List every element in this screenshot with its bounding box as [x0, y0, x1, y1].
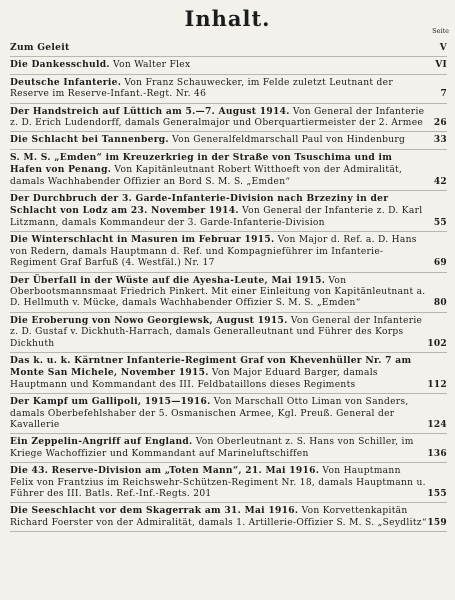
entry-page-number: 26 — [433, 118, 447, 129]
toc-entry[interactable] — [10, 150, 447, 191]
entry-page-number: 136 — [427, 448, 447, 459]
toc-entry[interactable] — [10, 232, 447, 272]
toc-entry[interactable] — [10, 353, 447, 394]
toc-entry[interactable] — [10, 75, 447, 104]
entry-title: Ein Zeppelin-Angriff auf England. — [10, 436, 193, 448]
entry-author: Von Kapitänleutnant Robert Witthoeft von der Admiralität, damals Wachhabender Offizier an Bord S. M. S. „Emden“ — [10, 165, 403, 187]
entry-page-number: VI — [435, 60, 447, 71]
entry-author: Von General der Infanterie z. D. Gustaf v. Dickhuth-Harrach, damals Generalleutnant und Führer des Korps Dickhuth — [10, 315, 423, 349]
entry-page-number: 69 — [433, 258, 447, 269]
toc-entry[interactable] — [10, 40, 447, 57]
page-column-label: Seite — [432, 27, 449, 35]
entry-title: Zum Geleit — [10, 42, 70, 53]
entry-author: Von General der Infanterie z. D. Erich Ludendorff, damals Generalmajor und Oberquartiermeister der 2. Armee — [10, 106, 425, 129]
entry-page-number: 124 — [427, 419, 447, 430]
toc-entry[interactable] — [10, 132, 447, 149]
entry-page-number: 155 — [427, 489, 447, 499]
entry-author: Von Major Eduard Barger, damals Hauptmann und Kommandant des III. Feldbataillons dieses Regiments — [10, 368, 378, 390]
entry-author: Von Oberleutnant z. S. Hans von Schiller, im Kriege Wachoffizier und Kommandant auf Marineluftschiffen — [10, 437, 414, 459]
entry-title: Die Winterschlacht in Masuren im Februar 1915. — [10, 234, 275, 246]
toc-entry[interactable] — [10, 434, 447, 463]
entry-author: Von Generalfeldmarschall Paul von Hindenburg — [168, 135, 406, 146]
entry-title: Das k. u. k. Kärntner Infanterie-Regiment Graf von Khevenhüller Nr. 7 am Monte San Michele, November 1915. — [10, 354, 412, 379]
entry-title: Der Handstreich auf Lüttich am 5.—7. August 1914. — [10, 105, 290, 117]
toc-entry[interactable] — [10, 273, 447, 313]
entry-page-number: V — [439, 43, 447, 53]
entry-title: S. M. S. „Emden“ im Kreuzerkrieg in der Straße von Tsuschima und im Hafen von Penang. — [10, 151, 393, 176]
entry-page-number: 42 — [433, 176, 447, 187]
toc-entry[interactable] — [10, 463, 447, 503]
entry-title: Der Durchbruch der 3. Garde-Infanterie-Division nach Brzeziny in der Schlacht von Lodz am 23. November 1914. — [10, 193, 389, 217]
toc-entry[interactable] — [10, 104, 447, 133]
entry-page-number: 80 — [433, 298, 447, 309]
entry-title: Die Seeschlacht vor dem Skagerrak am 31. Mai 1916. — [10, 505, 299, 517]
entry-title: Der Überfall in der Wüste auf die Ayesha-Leute, Mai 1915. — [10, 274, 326, 286]
entry-author: Von Major d. Ref. a. D. Hans von Redern, damals Hauptmann d. Ref. und Kompagnieführer im Infanterie-Regiment Graf Barfuß (4. Westfäl.) Nr. 17 — [10, 235, 417, 269]
entry-page-number: 102 — [427, 338, 447, 349]
entry-author: Von Korvettenkapitän Richard Foerster von der Admiralität, damals 1. Artillerie-Offizier S. M. S. „Seydlitz“ — [10, 506, 427, 528]
toc-entry[interactable] — [10, 191, 447, 232]
entry-title: Die Schlacht bei Tannenberg. — [10, 134, 169, 146]
entry-page-number: 55 — [433, 217, 447, 228]
entry-author: Von Marschall Otto Liman von Sanders, damals Oberbefehlshaber der 5. Osmanischen Armee, Kgl. Preuß. General der Kavallerie — [10, 397, 409, 430]
entry-page-number: 7 — [440, 89, 447, 100]
entry-title: Deutsche Infanterie. — [10, 76, 122, 88]
entry-page-number: 159 — [427, 517, 447, 528]
entry-page-number: 112 — [427, 379, 447, 390]
toc-entry[interactable] — [10, 57, 447, 74]
toc-entry[interactable] — [10, 394, 447, 434]
page-title: Inhalt. — [184, 6, 271, 31]
entry-author: Von Hauptmann Felix von Frantzius im Reichswehr-Schützen-Regiment Nr. 18, damals Hauptmann u. Führer des III. Batls. Ref.-Inf.-Regts. 201 — [10, 466, 426, 499]
table-of-contents — [10, 40, 447, 532]
toc-entry[interactable] — [10, 503, 447, 532]
entry-author: Von General der Infanterie z. D. Karl Litzmann, damals Kommandeur der 3. Garde-Infanterie-Division — [10, 206, 423, 228]
entry-page-number: 33 — [433, 135, 447, 146]
entry-title: Die 43. Reserve-Division am „Toten Mann“, 21. Mai 1916. — [10, 465, 320, 477]
entry-title: Die Eroberung von Nowo Georgiewsk, August 1915. — [10, 314, 288, 326]
entry-author: Von Franz Schauwecker, im Felde zuletzt Leutnant der Reserve im Reserve-Infant.-Regt. Nr. 46 — [10, 77, 393, 100]
entry-title: Der Kampf um Gallipoli, 1915—1916. — [10, 396, 211, 408]
entry-author: Von Oberbootsmannsmaat Friedrich Pinkert. Mit einer Einleitung von Kapitänleutnant a. D. Hellmuth v. Mücke, damals Wachhabender Offizier S. M. S. „Emden“ — [10, 275, 426, 309]
entry-title: Die Dankesschuld. — [10, 59, 110, 71]
toc-entry[interactable] — [10, 313, 447, 353]
entry-author: Von Walter Flex — [109, 60, 191, 71]
